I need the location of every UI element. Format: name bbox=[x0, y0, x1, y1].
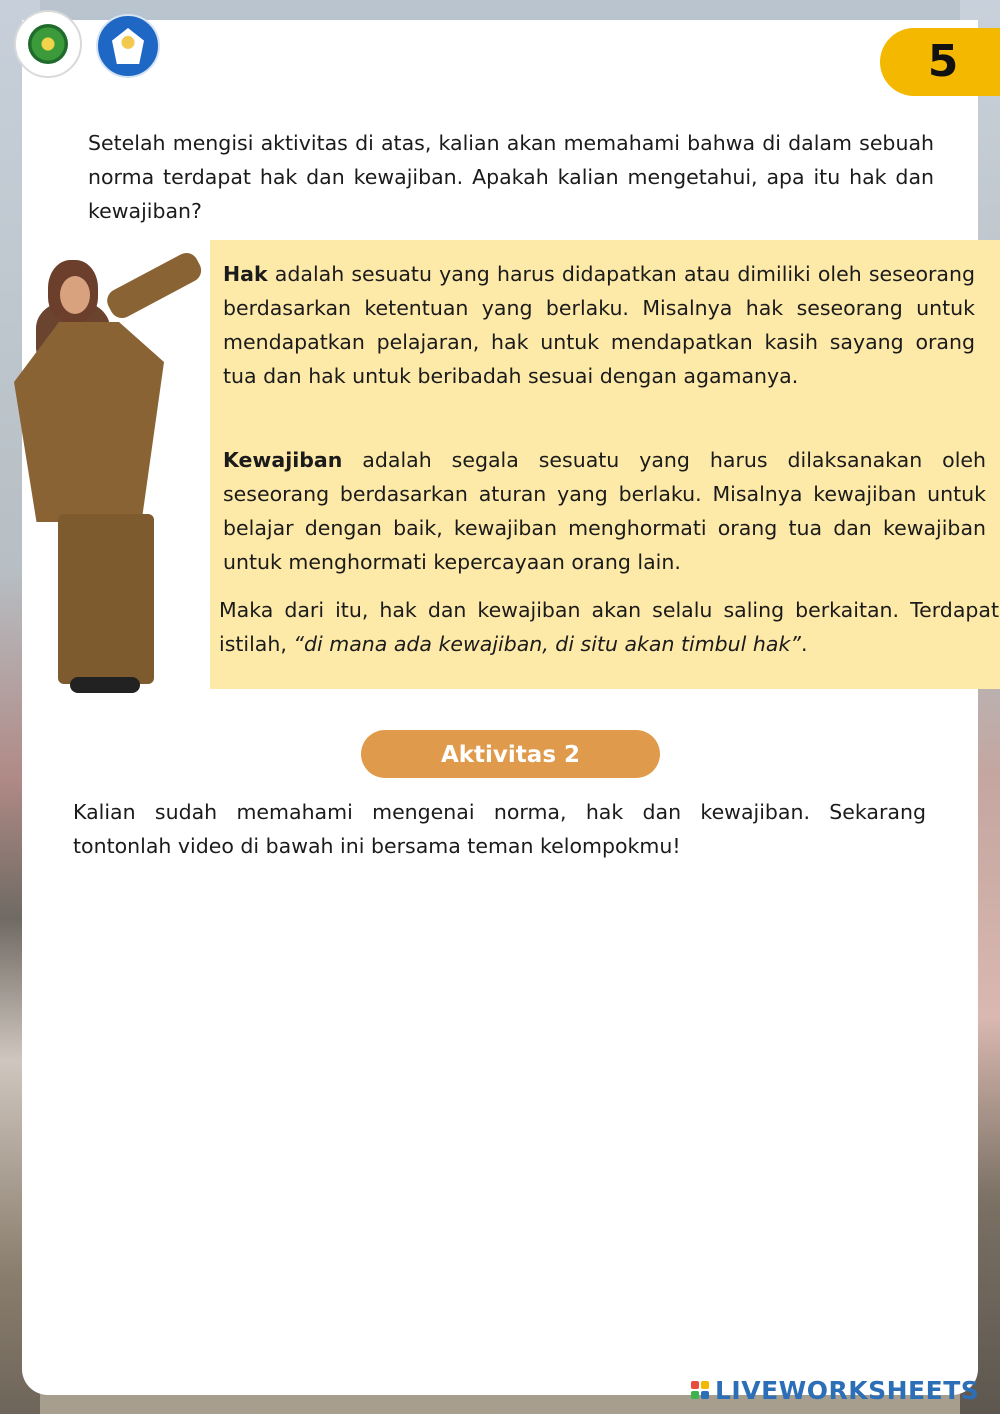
page-number-badge: 5 bbox=[880, 28, 1000, 96]
kewajiban-definition bbox=[223, 443, 986, 579]
logo-square-red bbox=[691, 1381, 699, 1389]
hak-definition-text: adalah sesuatu yang harus didapatkan atau dimiliki oleh seseorang berdasarkan ketentuan yang berlaku. Misalnya hak seseorang untuk mendapatkan pelajaran, hak untuk mendapatkan kasih sayang orang tua dan hak untuk beribadah sesuai dengan agamanya. bbox=[223, 262, 975, 388]
intro-paragraph: Setelah mengisi aktivitas di atas, kalian akan memahami bahwa di dalam sebuah norma terdapat hak dan kewajiban. Apakah kalian mengetahui, apa itu hak dan kewajiban? bbox=[88, 131, 934, 223]
activity-instructions: Kalian sudah memahami mengenai norma, hak dan kewajiban. Sekarang tontonlah video di bawah ini bersama teman kelompokmu! bbox=[73, 800, 926, 858]
teacher-uniform bbox=[14, 322, 164, 522]
liveworksheets-watermark bbox=[691, 1375, 979, 1405]
kewajiban-definition-text: adalah segala sesuatu yang harus dilaksanakan oleh seseorang berdasarkan aturan yang berlaku. Misalnya kewajiban untuk belajar dengan baik, kewajiban menghormati orang tua dan kewajiban untuk menghormati kepercayaan orang lain. bbox=[223, 448, 986, 574]
teacher-shoes bbox=[70, 677, 140, 693]
conclusion-text: Maka dari itu, hak dan kewajiban akan selalu saling berkaitan. Terdapat istilah, bbox=[219, 598, 999, 656]
logo-square-green bbox=[691, 1391, 699, 1399]
teacher-skirt bbox=[58, 514, 154, 684]
hak-term: Hak bbox=[223, 262, 268, 286]
logo-square-yellow bbox=[701, 1381, 709, 1389]
university-logo bbox=[14, 10, 82, 78]
liveworksheets-brand-name: LIVEWORKSHEETS bbox=[715, 1375, 980, 1405]
logo-square-blue bbox=[701, 1391, 709, 1399]
activity-2-badge: Aktivitas 2 bbox=[361, 730, 660, 778]
tut-wuri-emblem-icon bbox=[112, 28, 144, 64]
hak-definition bbox=[223, 257, 975, 393]
university-emblem-icon bbox=[28, 24, 68, 64]
conclusion-quote: “di mana ada kewajiban, di situ akan timbul hak” bbox=[293, 632, 801, 656]
definition-box bbox=[210, 240, 1000, 689]
kewajiban-term: Kewajiban bbox=[223, 448, 343, 472]
conclusion-paragraph bbox=[219, 593, 999, 661]
conclusion-end: . bbox=[800, 632, 808, 656]
teacher-pointing-arm bbox=[103, 249, 205, 322]
teacher-illustration bbox=[0, 252, 215, 702]
tut-wuri-handayani-logo bbox=[96, 14, 160, 78]
liveworksheets-logo-icon bbox=[691, 1381, 709, 1399]
teacher-face bbox=[60, 276, 90, 314]
